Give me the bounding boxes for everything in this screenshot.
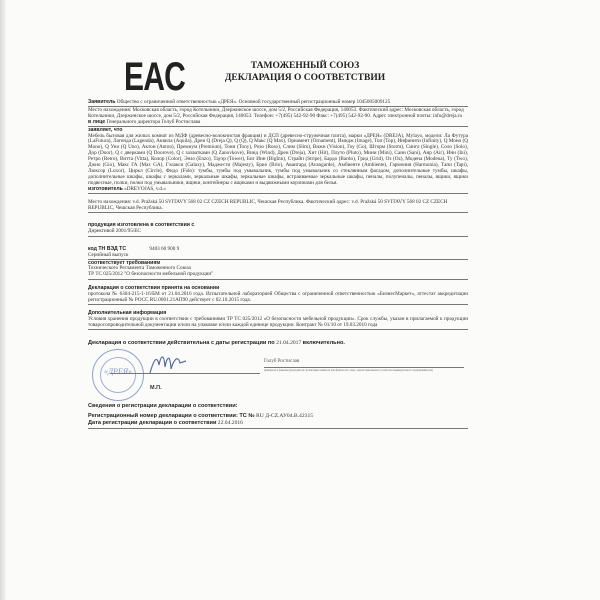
title-line-2: ДЕКЛАРАЦИЯ О СООТВЕТСТВИИ [224, 73, 386, 83]
complies-line-2: ТР ТС 025/2012 "О безопасности мебельной продукции" [88, 271, 214, 278]
produced-label: продукция изготовлена в соответствии с [88, 222, 195, 229]
signature-row [88, 347, 468, 403]
applicant-label: Заявитель [88, 99, 116, 105]
person-text: Генерального директора Голуб Ростислава [106, 118, 201, 125]
signer-caption: (инициалы и фамилия руководителя организации-заявителя или физического лица, зарегистрированного в качестве индивидуального предпринимателя) [264, 369, 433, 373]
code-label: код ТН ВЭД ТС [88, 245, 127, 252]
validity-suffix: включительно. [302, 340, 345, 347]
registration-date: 22.04.2016 [217, 420, 243, 427]
signer-line [264, 367, 464, 368]
declares-label: заявляет, что [88, 126, 123, 133]
signer-name: Голуб Ростислав [264, 359, 300, 365]
registration-label: Сведения о регистрации декларации о соответствии: [88, 403, 238, 410]
registration-date-block [88, 420, 468, 427]
person-block [88, 120, 468, 126]
declares-text: Мебель бытовая для жилых комнат из МДФ (древесно-волокнистая фракция) и ДСП (древесно-стружечная плита), марки «ДРЕЯ» (DREJA), Mylayo, модели: Ла Футура (LaFutura), Лагенда (Lagenda), Аквила (Aquila), Дреи Q (Dreja Q), Q (Q), Q Макс (Q Max), Орнамент (Ornament), Имидж (Image), Топ (Top), Инфинити (Infinity), Q Моно (Q Mono), Q Уно (Q Uno), Актон (Anton), Премиум (Premium), Тони (Tony), Розо (Roso), Слим (Slim), Вижн (Vision), Гоу (Go), Шторм (Storm), Сингл (Single), Соло (Solo), Дор (Door), Q с дверками (Q Doorove), Q с захватками (Q Zanovkove), Винд (Wind), Дреи (Dreja), Хит (Hit), Плуто (Pluto), Мини (Mini), Сани (Sani), Аир (Air), Ини (Ini), Ретро (Retro), Витта (Vitta), Колор (Color), Энзо (Enzo), Тауэр (Tower), Биг Инн (BigInn), Страйп (Stripe), Бардо (Bardo), Грид (Grid), Оз (Oz), Модена (Modena), Ту (Two), Джио (Gio), Макс ГА (Max GA), Гэлакси (Galaxy), Маджести (Majesty), Брио (Brio), Авангард (Avangarde), Амбиенте (Ambiente), Гармония (Harmonia), Тапи (Tapi), Люксор (Luxor), Циркл (Circle), Фидо (Fido): тумбы, тумбы под умывальник, тумбы под умывальник со стеклянным фасадом, дополнительные тумбы, шкафы, дополнительные шкафы, шкафы с зеркалами, зеркальные шкафы, зеркальные шкафы, встраиваемые зеркальные шкафы, пеналы, полупеналы, пеналы, ящики, ящики подвесные, полки, полки под умывальники, ящики, контейнеры с ящиками и выдвижными корзинами для белья. [88, 132, 468, 186]
manufacturer-block [88, 187, 468, 193]
basis-text: протокола № 6304-215-1-16/БМ от 21.04.2016 года. Испытательной лабораторией Общества с ограниченной ответственностью «БизнесМаркет», аттестат аккредитации регистрационный № РОСС RU.0001.21АП90 действует с 02.10.2015 года. [88, 290, 468, 303]
scan-edge [0, 0, 6, 600]
divider [88, 329, 468, 330]
signature-line [110, 373, 260, 374]
basis-label: Декларация о соответствии принята на основании [88, 284, 220, 291]
divider [88, 236, 468, 237]
registration-number-label: Регистрационный номер декларации о соответствии: ТС № [88, 413, 255, 420]
code-value: 9403 60 900 9 [149, 245, 180, 252]
manufacturer-address: Место нахождения: v.d. Pražská 50 SVITAVY 568 02 CZ CZECH REPUBLIC, Чешская Республика. Фактический адрес: v.d. Pražská 50 SVITAVY 568 02 CZ CZECH REPUBLIC, Чешская Республика. [88, 199, 448, 211]
additional-text: Условия хранения продукции в соответствии с требованиями ТР ТС 025/2012 «О безопасности мебельной продукции». Срок службы, указан в прилагаемой к продукции товаросопроводительной документации и/или на упаковке и/или каждой единице продукции. Контракт № 01/10 от 19.03.2010 года [88, 315, 468, 328]
complies-label: соответствует требованиям [88, 259, 161, 266]
applicant-address: Место нахождения: Московская область, город Котельники, Дзержинское шоссе, дом 5/2, Российская Федерация, 140053. Фактический адрес: Московская область, город Котельники, Дзержинское шоссе, дом 5/2, Российская Федерация, 140053. Телефон: +7(495) 542-92-90 Факс: +7(495) 542-92-90. Адрес электронной почты: info@dreja.ru [88, 106, 464, 119]
company-stamp [92, 349, 144, 401]
serial-text: Серийный выпуск [88, 251, 129, 258]
eac-logo: EAC [124, 55, 186, 99]
divider [88, 279, 468, 280]
document-title [205, 60, 405, 84]
manufacturer-name: «DREVOJAS, v.d.» [124, 185, 166, 192]
divider [88, 428, 468, 429]
complies-line-1: Технического Регламента Таможенного Союза [88, 265, 191, 272]
applicant-block [88, 100, 468, 106]
applicant-text: Общество с ограниченной ответственностью «ДРЕЯ». Основной государственный регистрационный номер 1045005009125 [116, 99, 391, 105]
title-line-1: ТАМОЖЕННЫЙ СОЮЗ [250, 61, 360, 71]
registration-number: RU Д-CZ.АУ04.В.42315 [256, 413, 314, 420]
validity-date: 21.04.2017 [276, 340, 302, 347]
registration-number-block [88, 413, 468, 420]
divider [88, 212, 468, 213]
divider [88, 304, 468, 305]
manufacturer-label: изготовитель [88, 185, 123, 192]
validity-label: Декларация о соответствии действительна с даты регистрации по [88, 340, 275, 347]
document-body [88, 100, 468, 429]
person-label: в лице [88, 118, 106, 125]
validity-block [88, 340, 468, 347]
produced-text: Директивой 2001/95/ЕС [88, 228, 141, 235]
divider [88, 193, 468, 194]
stamp-text: «ДРЕЯ» [103, 367, 133, 377]
stamp-place-label: М.П. [150, 385, 162, 392]
additional-label: Дополнительная информация [88, 309, 167, 316]
registration-date-label: Дата регистрации декларации о соответствии [88, 420, 217, 427]
